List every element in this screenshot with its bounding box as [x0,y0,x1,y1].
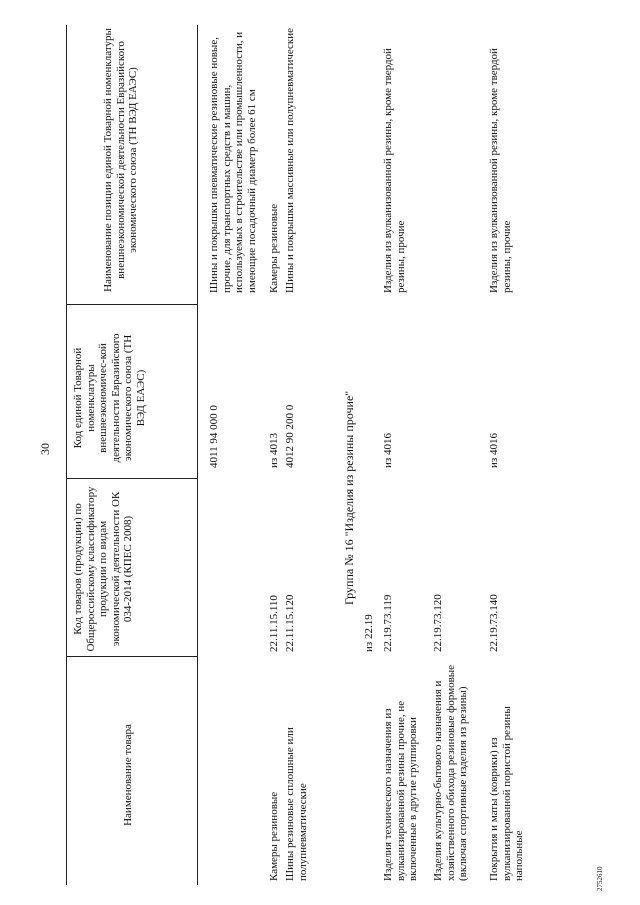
document-code: 2752610 [596,866,604,891]
header-name: Наименование товара [122,724,134,826]
table-cell-tnved: 4012 90 200 0 [284,404,296,468]
table-cell-tnved: из 4016 [382,433,394,468]
table-cell-name: Изделия культурно-бытового назначения и хозяйственного обихода резиновые формовые (включая спортивные изделия из резины) [432,664,469,881]
header-tnved-name: Наименование позиции единой Товарной номенклатуры внешнеэкономической деятельности Евразийского экономического союза (ТН ВЭД ЕАЭС) [102,28,139,292]
table-cell-okpd2: 22.19.73.140 [488,594,500,652]
table-cell-desc: Шины и покрышки массивные или полупневматические [284,27,296,293]
page-number: 30 [38,443,52,455]
table-cell-desc: Камеры резиновые [268,203,280,293]
table-top-rule [66,25,67,885]
header-okpd2: Код товаров (продукции) по Общероссийскому классификатору продукции по видам экономической деятельности ОК 034-2014 (КПЕС 2008) [72,486,134,652]
table-cell-tnved: из 4016 [488,433,500,468]
table-cell-desc: Шины и покрышки пневматические резиновые новые, прочие, для транспортных средств и машин, используемых в строительстве или промышленности, и имеющие посадочный диаметр более 61 см [208,31,258,293]
table-cell-name: Камеры резиновые [268,791,280,881]
table-cell-okpd2: 22.19.73.119 [382,594,394,652]
table-cell-okpd2: 22.19.73.120 [432,594,444,652]
table-cell-desc: Изделия из вулканизованной резины, кроме твердой резины, прочие [488,48,513,293]
table-cell-okpd2: 22.11.15.110 [268,595,280,652]
column-divider [66,304,197,305]
table-cell-name: Изделия технического назначения из вулканизированной резины прочие, не включенные в другие группировки [382,700,419,881]
table-cell-name: Покрытия и маты (коврики) из вулканизированной пористой резины напольные [488,706,525,881]
header-tnved: Код единой Товарной номенклатуры внешнеэкономичес-кой деятельности Евразийского экономического союза (ТН ВЭД ЕАЭС) [72,333,147,463]
table-cell-tnved: 4011 94 000 0 [208,405,220,468]
group-title: Группа № 16 "Изделия из резины прочие" [342,390,356,605]
table-cell-okpd2: 22.11.15.120 [284,594,296,652]
column-divider [66,656,197,657]
rotated-table [40,25,625,885]
table-cell-name: Шины резиновые сплошные или полупневматические [284,727,309,881]
group-code: из 22.19 [363,614,375,652]
table-cell-desc: Изделия из вулканизованной резины, кроме твердой резины, прочие [382,48,407,293]
column-divider [66,478,197,479]
table-header-rule [197,25,198,885]
table-cell-tnved: из 4013 [268,433,280,468]
